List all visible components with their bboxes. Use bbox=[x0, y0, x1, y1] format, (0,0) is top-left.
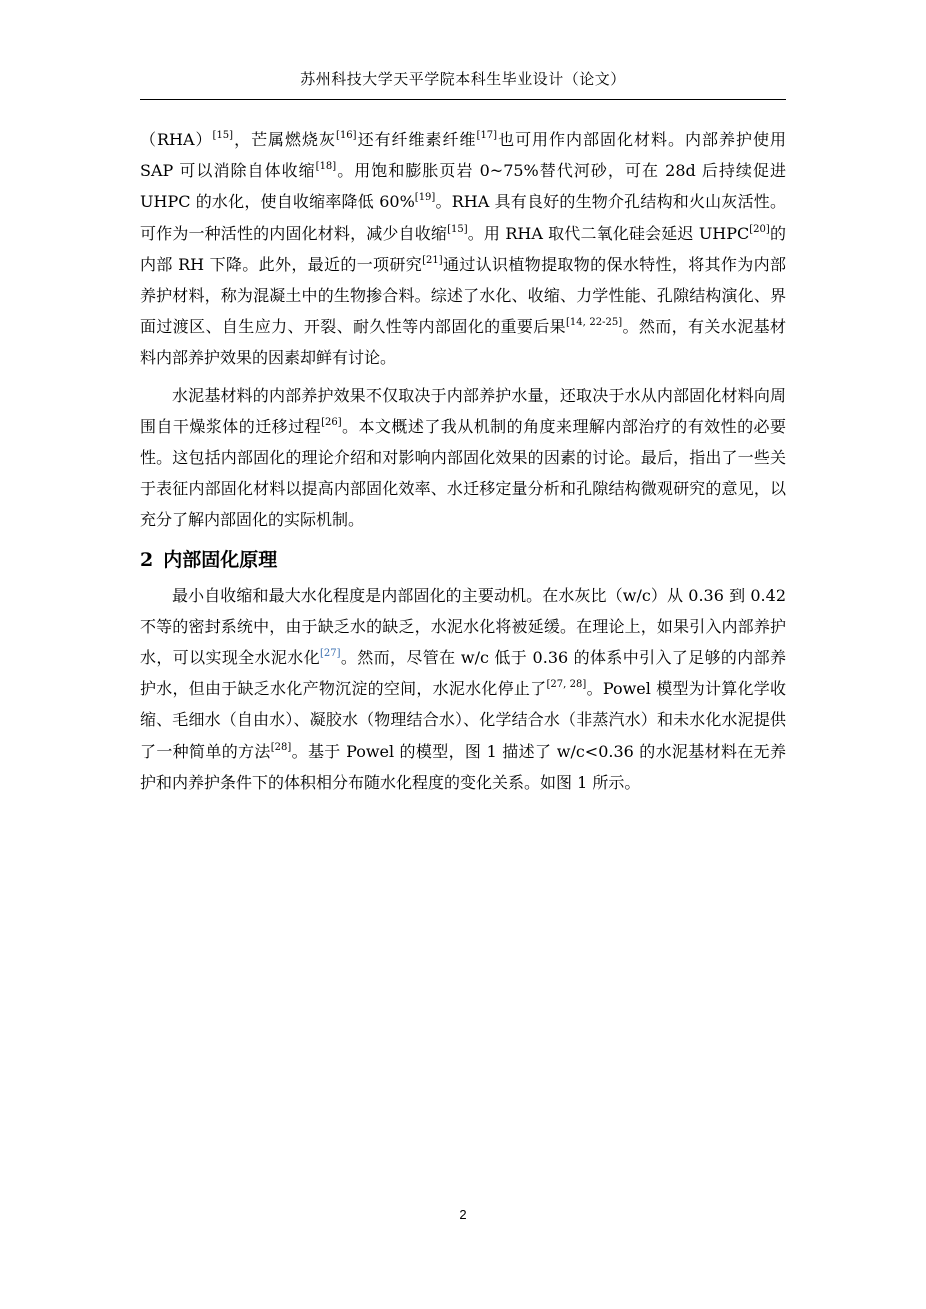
citation-ref[interactable]: [16] bbox=[336, 130, 357, 141]
paragraph-1 bbox=[140, 124, 786, 374]
text-run: ，芒属燃烧灰 bbox=[233, 130, 337, 149]
text-run: 的内部 RH 下降。此外，最近的一项研究 bbox=[140, 223, 786, 274]
citation-ref[interactable]: [28] bbox=[270, 741, 292, 753]
text-run: （RHA） bbox=[140, 130, 213, 149]
citation-ref[interactable]: [14, 22-25] bbox=[566, 317, 623, 329]
text-run: 。然而，有关水泥基材料内部养护效果的因素却鲜有讨论。 bbox=[140, 317, 786, 368]
text-run: 。基于 Powel 的模型，图 1 描述了 w/c<0.36 的水泥基材料在无养护和内养护条件下的体积相分布随水化程度的变化关系。如图 1 所示。 bbox=[140, 741, 786, 792]
text-run: 。本文概述了我从机制的角度来理解内部治疗的有效性的必要性。这包括内部固化的理论介绍和对影响内部固化效果的因素的讨论。最后，指出了一些关于表征内部固化材料以提高内部固化效率、水迁移定量分析和孔隙结构微观研究的意见，以充分了解内部固化的实际机制。 bbox=[140, 416, 786, 530]
section-number: 2 bbox=[140, 548, 154, 571]
section-title: 内部固化原理 bbox=[163, 548, 278, 571]
citation-ref[interactable]: [26] bbox=[321, 416, 342, 428]
text-run: 也可用作内部固化材料。内部养护使用 SAP 可以消除自体收缩 bbox=[140, 130, 786, 181]
citation-ref[interactable]: [21] bbox=[422, 254, 443, 266]
text-run: 。用 RHA 取代二氧化硅会延迟 UHPC bbox=[467, 223, 750, 243]
citation-ref[interactable]: [27, 28] bbox=[546, 679, 587, 691]
citation-ref[interactable]: [20] bbox=[749, 223, 770, 235]
citation-ref[interactable]: [27] bbox=[320, 648, 341, 660]
section-heading bbox=[140, 546, 786, 574]
citation-ref[interactable]: [17] bbox=[476, 130, 498, 141]
citation-ref[interactable]: [19] bbox=[414, 192, 436, 204]
text-run: 。RHA 具有良好的生物介孔结构和火山灰活性。可作为一种活性的内固化材料，减少自收缩 bbox=[140, 192, 786, 243]
paragraph-2 bbox=[140, 380, 786, 536]
citation-ref[interactable]: [15] bbox=[212, 130, 234, 141]
paragraph-3 bbox=[140, 580, 786, 798]
text-run: 还有纤维素纤维 bbox=[356, 130, 477, 149]
text-run: 。Powel 模型为计算化学收缩、毛细水（自由水）、凝胶水（物理结合水）、化学结合水（非蒸汽水）和未水化水泥提供了一种简单的方法 bbox=[140, 679, 786, 761]
text-run: 最小自收缩和最大水化程度是内部固化的主要动机。在水灰比（w/c）从 0.36 到 0.42 不等的密封系统中，由于缺乏水的缺乏，水泥水化将被延缓。在理论上，如果引入内部养护水，可以实现全水泥水化 bbox=[140, 585, 786, 668]
page-header: 苏州科技大学天平学院本科生毕业设计（论文） bbox=[300, 70, 626, 88]
citation-ref[interactable]: [15] bbox=[447, 223, 468, 235]
text-run: 通过认识植物提取物的保水特性，将其作为内部养护材料，称为混凝土中的生物掺合料。综述了水化、收缩、力学性能、孔隙结构演化、界面过渡区、自生应力、开裂、耐久性等内部固化的重要后果 bbox=[140, 254, 786, 337]
document-body bbox=[140, 124, 786, 798]
citation-ref[interactable]: [18] bbox=[315, 161, 337, 173]
page-number: 2 bbox=[459, 1207, 467, 1222]
text-run: 。然而，尽管在 w/c 低于 0.36 的体系中引入了足够的内部养护水，但由于缺乏水化产物沉淀的空间，水泥水化停止了 bbox=[140, 648, 786, 699]
header-rule bbox=[140, 99, 786, 100]
text-run: 。用饱和膨胀页岩 0~75%替代河砂，可在 28d 后持续促进 UHPC 的水化，使自收缩率降低 60% bbox=[140, 161, 786, 212]
text-run: 水泥基材料的内部养护效果不仅取决于内部养护水量，还取决于水从内部固化材料向周围自干燥浆体的迁移过程 bbox=[140, 385, 786, 436]
